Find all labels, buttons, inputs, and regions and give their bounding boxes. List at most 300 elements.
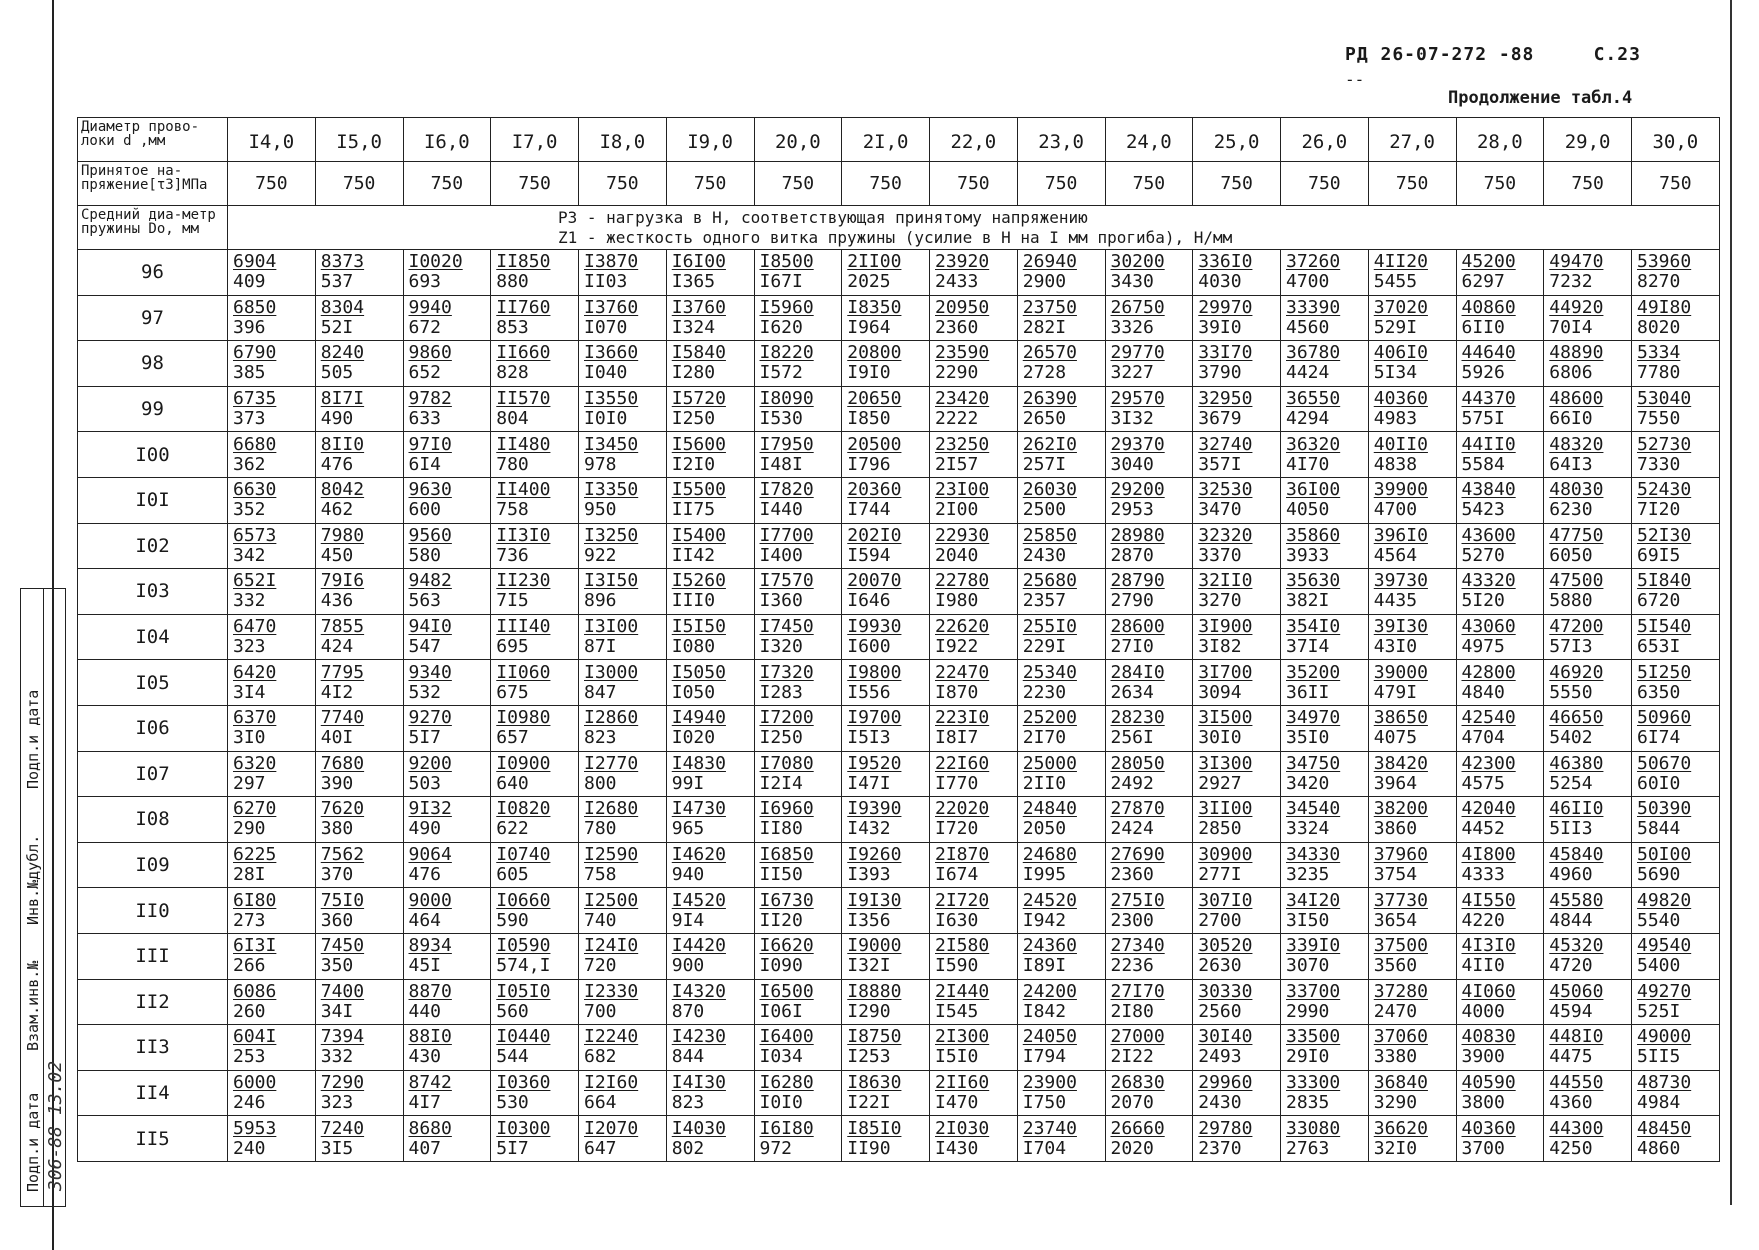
load-value: 25200 (1022, 707, 1077, 729)
load-value: 3II00 (1198, 798, 1253, 820)
load-value: 30900 (1198, 844, 1253, 866)
load-value: II060 (496, 661, 551, 683)
load-value: 8870 (408, 980, 452, 1002)
stiffness-value: 323 (233, 636, 266, 658)
load-value: 25000 (1022, 752, 1077, 774)
value-cell (403, 569, 491, 615)
value-cell (491, 477, 579, 523)
value-cell (579, 842, 667, 888)
stiffness-value: I922 (935, 636, 979, 658)
load-value: 339I0 (1286, 935, 1341, 957)
stiffness-value: 3370 (1198, 544, 1242, 566)
load-value: 8680 (408, 1117, 452, 1139)
value-cell (1193, 1070, 1281, 1116)
stiffness-value: 5254 (1549, 772, 1593, 794)
row-wire-diameter (78, 118, 1720, 162)
stiffness-value: 2763 (1286, 1137, 1330, 1159)
value-cell (1193, 386, 1281, 432)
stress-7: 750 (842, 162, 930, 206)
stiffness-value: I770 (935, 772, 979, 794)
stiffness-value: I290 (847, 1000, 891, 1022)
load-value: 28050 (1110, 752, 1165, 774)
load-value: 34540 (1286, 798, 1341, 820)
load-value: 23590 (935, 342, 990, 364)
load-value: 38420 (1373, 752, 1428, 774)
value-cell (491, 295, 579, 341)
stiffness-value: 5540 (1637, 909, 1681, 931)
value-cell (579, 341, 667, 387)
stiffness-value: 352 (233, 499, 266, 521)
load-value: I85I0 (847, 1117, 902, 1139)
load-value: 7240 (320, 1117, 365, 1139)
load-value: 30330 (1198, 980, 1253, 1002)
load-value: 7855 (320, 616, 365, 638)
stiffness-value: I2I0 (671, 453, 716, 475)
value-cell (1456, 842, 1544, 888)
stiffness-value: 257I (1022, 453, 1067, 475)
value-cell (1544, 1070, 1632, 1116)
stiffness-value: 2634 (1110, 681, 1154, 703)
value-cell (930, 933, 1018, 979)
load-value: 35630 (1286, 570, 1341, 592)
load-value: I7080 (759, 752, 814, 774)
stiffness-value: 4II0 (1461, 955, 1505, 977)
stiffness-value: I47I (847, 772, 891, 794)
stiffness-value: 99I (671, 772, 705, 794)
value-cell (842, 979, 930, 1025)
load-value: 35200 (1286, 661, 1341, 683)
load-value: 5953 (233, 1117, 277, 1139)
value-cell (1544, 933, 1632, 979)
stiffness-value: 35I0 (1286, 727, 1330, 749)
load-value: II3I0 (496, 524, 551, 546)
stiffness-value: 4564 (1373, 544, 1418, 566)
load-value: 26030 (1022, 479, 1077, 501)
load-value: I8750 (847, 1026, 902, 1048)
load-value: 6I3I (233, 935, 277, 957)
load-value: I7950 (759, 433, 814, 455)
stiffness-value: 273 (233, 909, 266, 931)
stiffness-value: 37I4 (1286, 636, 1330, 658)
value-cell (1193, 888, 1281, 934)
load-value: 36I00 (1286, 479, 1341, 501)
value-cell (1632, 1025, 1720, 1071)
value-cell (315, 432, 403, 478)
value-cell (930, 432, 1018, 478)
value-cell (1368, 1070, 1456, 1116)
stiffness-value: 4I7 (408, 1091, 442, 1113)
value-cell (1632, 523, 1720, 569)
load-value: 20800 (847, 342, 902, 364)
stiffness-value: 2835 (1286, 1091, 1330, 1113)
stiffness-value: 847 (584, 681, 617, 703)
stiffness-value: 240 (233, 1137, 266, 1159)
load-value: I8500 (759, 251, 814, 273)
stiffness-value: 758 (584, 864, 617, 886)
load-value: 29200 (1110, 479, 1165, 501)
load-value: II570 (496, 388, 551, 410)
stiffness-value: 4575 (1461, 772, 1505, 794)
load-value: 7740 (320, 707, 365, 729)
value-cell (666, 523, 754, 569)
value-cell (1281, 979, 1369, 1025)
wire-diameter-14: 28,0 (1456, 118, 1544, 162)
value-cell (1368, 933, 1456, 979)
stiffness-value: 2050 (1022, 818, 1067, 840)
value-cell (1105, 1070, 1193, 1116)
stress-10: 750 (1105, 162, 1193, 206)
table-row (78, 386, 1720, 432)
load-value: 5I250 (1637, 661, 1692, 683)
load-value: 26750 (1110, 296, 1165, 318)
load-value: 8934 (408, 935, 452, 957)
value-cell (1105, 979, 1193, 1025)
value-cell (1281, 705, 1369, 751)
value-cell (1017, 1070, 1105, 1116)
stiffness-value: 4984 (1637, 1091, 1681, 1113)
load-value: 406I0 (1373, 342, 1428, 364)
load-value: 32740 (1198, 433, 1253, 455)
load-value: I5I50 (671, 616, 726, 638)
stiffness-value: 800 (584, 772, 617, 794)
load-value: I4620 (671, 844, 726, 866)
load-value: 47500 (1549, 570, 1604, 592)
stiffness-value: 370 (320, 864, 354, 886)
load-value: 24200 (1022, 980, 1077, 1002)
value-cell (1193, 751, 1281, 797)
stiffness-value: 622 (496, 818, 529, 840)
mean-diameter: 97 (78, 295, 228, 341)
value-cell (930, 250, 1018, 296)
load-value: 6420 (233, 661, 277, 683)
load-value: 37020 (1373, 296, 1428, 318)
stiffness-value: 4975 (1461, 636, 1505, 658)
load-value: 39900 (1373, 479, 1428, 501)
value-cell (754, 705, 842, 751)
value-cell (403, 842, 491, 888)
stiffness-value: 6297 (1461, 271, 1505, 293)
load-value: 27I70 (1110, 980, 1165, 1002)
stiffness-value: I5I0 (935, 1046, 979, 1068)
value-cell (579, 1116, 667, 1162)
value-cell (1368, 660, 1456, 706)
load-value: I0740 (496, 844, 551, 866)
load-value: 36550 (1286, 388, 1341, 410)
value-cell (754, 614, 842, 660)
value-cell (930, 1070, 1018, 1116)
stiffness-value: 360 (320, 909, 354, 931)
value-cell (930, 797, 1018, 843)
mean-diameter: II2 (78, 979, 228, 1025)
value-cell (228, 933, 316, 979)
value-cell (1456, 523, 1544, 569)
value-cell (491, 386, 579, 432)
value-cell (930, 523, 1018, 569)
value-cell (1281, 933, 1369, 979)
load-value: 7680 (320, 752, 365, 774)
value-cell (1017, 660, 1105, 706)
stiffness-value: 5I7 (496, 1137, 529, 1159)
mean-diameter: I07 (78, 751, 228, 797)
value-cell (1017, 888, 1105, 934)
value-cell (403, 432, 491, 478)
value-cell (579, 477, 667, 523)
stiffness-value: I646 (847, 590, 891, 612)
wire-diameter-6: 20,0 (754, 118, 842, 162)
value-cell (842, 614, 930, 660)
stiffness-value: 3I32 (1110, 408, 1154, 430)
value-cell (1368, 341, 1456, 387)
value-cell (1017, 933, 1105, 979)
value-cell (930, 295, 1018, 341)
load-value: 52730 (1637, 433, 1692, 455)
stiffness-value: I034 (759, 1046, 803, 1068)
value-cell (491, 523, 579, 569)
stiffness-value: 3800 (1461, 1091, 1505, 1113)
value-cell (754, 979, 842, 1025)
load-value: I4730 (671, 798, 726, 820)
value-cell (666, 432, 754, 478)
table-row (78, 295, 1720, 341)
load-value: I0360 (496, 1071, 551, 1093)
load-value: 7562 (320, 844, 365, 866)
load-value: 604I (233, 1026, 277, 1048)
load-value: 9I32 (408, 798, 452, 820)
load-value: 46650 (1549, 707, 1604, 729)
value-cell (1456, 341, 1544, 387)
load-value: 8742 (408, 1071, 452, 1093)
value-cell (315, 797, 403, 843)
load-value: 36840 (1373, 1071, 1428, 1093)
stiffness-value: 804 (496, 408, 529, 430)
stiffness-value: 575I (1461, 408, 1505, 430)
stiffness-value: 28I (233, 864, 266, 886)
load-value: I8350 (847, 296, 902, 318)
value-cell (491, 250, 579, 296)
stiffness-value: 4844 (1549, 909, 1593, 931)
load-value: 42540 (1461, 707, 1516, 729)
value-cell (666, 614, 754, 660)
stiffness-value: 4840 (1461, 681, 1505, 703)
load-value: I4940 (671, 707, 726, 729)
load-value: I0020 (408, 251, 463, 273)
wire-diameter-11: 25,0 (1193, 118, 1281, 162)
page-frame-right (1730, 0, 1732, 1205)
stiffness-value: 2790 (1110, 590, 1154, 612)
stiffness-value: 2430 (1198, 1091, 1242, 1113)
stiffness-value: 3430 (1110, 271, 1154, 293)
stiffness-value: 253 (233, 1046, 266, 1068)
stiffness-value: 3270 (1198, 590, 1242, 612)
stiffness-value: 396 (233, 316, 266, 338)
stiffness-value: 740 (584, 909, 617, 931)
load-value: 40360 (1373, 388, 1428, 410)
load-value: I4230 (671, 1026, 726, 1048)
load-value: 49I80 (1637, 296, 1692, 318)
value-cell (1632, 614, 1720, 660)
value-cell (1368, 432, 1456, 478)
value-cell (1456, 295, 1544, 341)
value-cell (842, 660, 930, 706)
value-cell (1017, 614, 1105, 660)
value-cell (1105, 751, 1193, 797)
stiffness-value: 2990 (1286, 1000, 1330, 1022)
load-value: I6280 (759, 1071, 814, 1093)
value-cell (842, 1070, 930, 1116)
load-value: 43320 (1461, 570, 1516, 592)
stiffness-value: 29I0 (1286, 1046, 1330, 1068)
load-value: 29570 (1110, 388, 1165, 410)
load-value: 30200 (1110, 251, 1165, 273)
value-cell (228, 295, 316, 341)
load-value: 448I0 (1549, 1026, 1604, 1048)
stiffness-value: I324 (671, 316, 716, 338)
load-value: 6850 (233, 296, 277, 318)
value-cell (315, 250, 403, 296)
stiffness-value: I020 (671, 727, 716, 749)
load-value: I0300 (496, 1117, 551, 1139)
stiffness-value: 3560 (1373, 955, 1418, 977)
stiffness-value: I440 (759, 499, 803, 521)
load-value: I3450 (584, 433, 639, 455)
stiffness-value: 2300 (1110, 909, 1154, 931)
stiffness-value: I630 (935, 909, 979, 931)
value-cell (228, 569, 316, 615)
load-value: 37730 (1373, 889, 1428, 911)
stiffness-value: 4704 (1461, 727, 1505, 749)
stiffness-value: 2025 (847, 271, 891, 293)
stiffness-value: 5II3 (1549, 818, 1593, 840)
value-cell (1544, 797, 1632, 843)
load-value: I7200 (759, 707, 814, 729)
stiffness-value: 2I22 (1110, 1046, 1154, 1068)
mean-diameter: I03 (78, 569, 228, 615)
stiffness-value: 2492 (1110, 772, 1154, 794)
value-cell (1544, 1025, 1632, 1071)
load-value: I2070 (584, 1117, 639, 1139)
value-cell (1456, 751, 1544, 797)
stiffness-value: 5270 (1461, 544, 1505, 566)
stiffness-value: 40I (320, 727, 354, 749)
stiffness-value: 563 (408, 590, 442, 612)
stiffness-value: 940 (671, 864, 705, 886)
table-row (78, 888, 1720, 934)
load-value: 27340 (1110, 935, 1165, 957)
stiffness-value: 260 (233, 1000, 266, 1022)
stiffness-value: 5423 (1461, 499, 1505, 521)
value-cell (930, 842, 1018, 888)
value-cell (1456, 933, 1544, 979)
load-value: 44300 (1549, 1117, 1604, 1139)
load-value: 25340 (1022, 661, 1077, 683)
value-cell (1193, 797, 1281, 843)
stiffness-value: 3964 (1373, 772, 1418, 794)
value-cell (1368, 477, 1456, 523)
stiffness-value: I080 (671, 636, 716, 658)
value-cell (1281, 477, 1369, 523)
stiffness-value: 34I (320, 1000, 354, 1022)
value-cell (315, 842, 403, 888)
mean-diameter: 98 (78, 341, 228, 387)
stiffness-value: 2953 (1110, 499, 1154, 521)
value-cell (666, 842, 754, 888)
stiffness-value: 2I70 (1022, 727, 1067, 749)
value-cell (754, 341, 842, 387)
value-cell (1105, 295, 1193, 341)
mean-diameter: II4 (78, 1070, 228, 1116)
load-value: 36320 (1286, 433, 1341, 455)
load-value: 26390 (1022, 388, 1077, 410)
value-cell (1105, 1116, 1193, 1162)
load-value: 97I0 (408, 433, 452, 455)
value-cell (1544, 386, 1632, 432)
stiffness-value: II80 (759, 818, 803, 840)
load-value: 30520 (1198, 935, 1253, 957)
value-cell (1544, 477, 1632, 523)
value-cell (491, 1116, 579, 1162)
load-value: 46380 (1549, 752, 1604, 774)
stiffness-value: 682 (584, 1046, 617, 1068)
load-value: 50960 (1637, 707, 1692, 729)
value-cell (579, 933, 667, 979)
value-cell (1368, 523, 1456, 569)
load-value: 8I7I (320, 388, 365, 410)
load-value: 652I (233, 570, 277, 592)
value-cell (842, 751, 930, 797)
stiffness-value: 382I (1286, 590, 1330, 612)
load-value: 44640 (1461, 342, 1516, 364)
stiffness-value: 4452 (1461, 818, 1505, 840)
value-cell (842, 432, 930, 478)
load-value: I5500 (671, 479, 726, 501)
value-cell (1544, 979, 1632, 1025)
stiffness-value: 736 (496, 544, 529, 566)
value-cell (1017, 477, 1105, 523)
load-value: 37060 (1373, 1026, 1428, 1048)
stiffness-value: II90 (847, 1137, 891, 1159)
load-value: 354I0 (1286, 616, 1341, 638)
stiffness-value: 844 (671, 1046, 705, 1068)
load-value: 9270 (408, 707, 452, 729)
value-cell (579, 386, 667, 432)
value-cell (1193, 979, 1281, 1025)
stiffness-value: 4075 (1373, 727, 1418, 749)
stiffness-value: 409 (233, 271, 266, 293)
value-cell (315, 1070, 403, 1116)
stiffness-value: II75 (671, 499, 716, 521)
load-value: 25850 (1022, 524, 1077, 546)
stiffness-value: 4424 (1286, 362, 1330, 384)
load-value: 40II0 (1373, 433, 1428, 455)
load-value: 26940 (1022, 251, 1077, 273)
stiffness-value: I9I0 (847, 362, 891, 384)
stiffness-value: 672 (408, 316, 442, 338)
stiffness-value: 323 (320, 1091, 354, 1113)
load-value: 30I40 (1198, 1026, 1253, 1048)
load-value: 32950 (1198, 388, 1253, 410)
load-value: I4I30 (671, 1071, 726, 1093)
stiffness-value: 720 (584, 955, 617, 977)
stiffness-value: 7I5 (496, 590, 529, 612)
stiffness-value: 7330 (1637, 453, 1681, 475)
stiffness-value: 2500 (1022, 499, 1067, 521)
value-cell (1281, 751, 1369, 797)
stiffness-value: 3933 (1286, 544, 1330, 566)
value-cell (1456, 797, 1544, 843)
stress-2: 750 (403, 162, 491, 206)
stiffness-value: 965 (671, 818, 705, 840)
load-value: I0440 (496, 1026, 551, 1048)
